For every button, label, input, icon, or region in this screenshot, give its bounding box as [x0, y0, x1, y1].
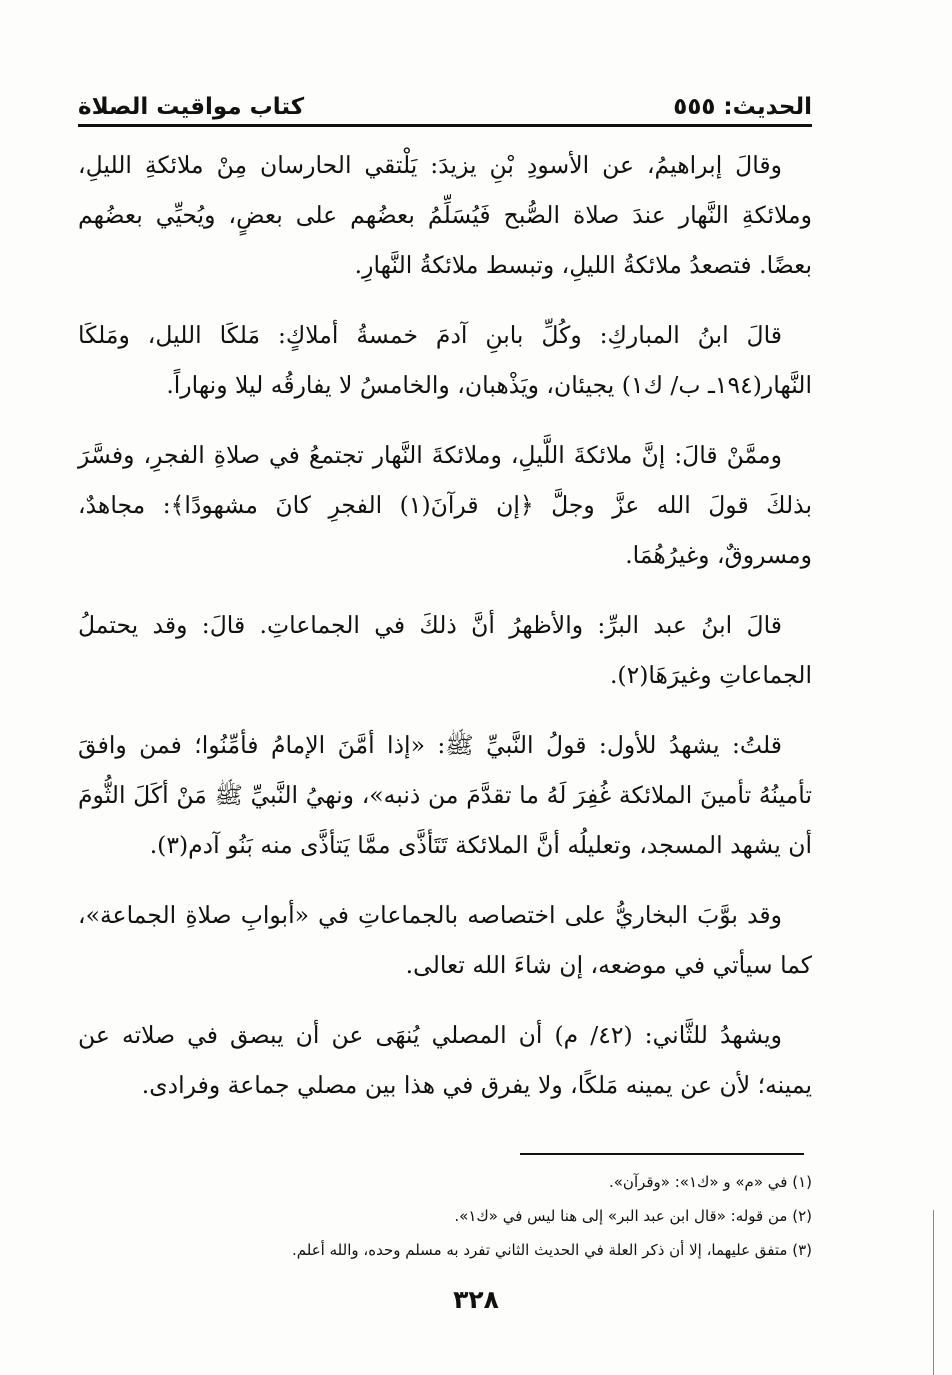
- paragraph: وممَّنْ قالَ: إنَّ ملائكةَ اللَّيلِ، وملائكةَ النَّهار تجتمعُ في صلاةِ الفجرِ، وفسَّرَ بذلكَ قولَ الله عزَّ وجلَّ ﴿إن قرآنَ(١) الفجرِ كانَ مشهودًا﴾: مجاهدٌ، ومسروقٌ، وغيرُهُمَا.: [78, 441, 812, 569]
- paragraph: قالَ ابنُ عبد البرِّ: والأظهرُ أنَّ ذلكَ في الجماعاتِ. قالَ: وقد يحتملُ الجماعاتِ وغيرَهَا(٢).: [78, 611, 812, 689]
- hadith-number-header: الحديث: ٥٥٥: [673, 94, 812, 120]
- main-text: [78, 140, 812, 1130]
- running-header: [78, 80, 812, 120]
- footnote: (٢) من قوله: «قال ابن عبد البر» إلى هنا ليس في «ك١».: [454, 1207, 812, 1225]
- header-rule: [78, 124, 812, 127]
- paragraph: ويشهدُ للثَّاني: (٤٢/ م) أن المصلي يُنهَى عن أن يبصق في صلاته عن يمينه؛ لأن عن يمينه مَلكًا، ولا يفرق في هذا بين مصلي جماعة وفرادى.: [78, 1021, 812, 1099]
- footnote-rule: [520, 1153, 804, 1155]
- page-number: ٣٢٨: [453, 1285, 499, 1314]
- footnote: (١) في «م» و «ك١»: «وقرآن».: [608, 1173, 812, 1191]
- footnote: (٣) متفق عليهما، إلا أن ذكر العلة في الحديث الثاني تفرد به مسلم وحده، والله أعلم.: [292, 1241, 812, 1259]
- paragraph: وقالَ إبراهيمُ، عن الأسودِ بْنِ يزيدَ: يَلْتقي الحارسان مِنْ ملائكةِ الليلِ، وملائكةِ النَّهار عندَ صلاة الصُّبح فَيُسَلِّمُ بعضُهم على بعضٍ، ويُحيِّي بعضُهم بعضًا. فتصعدُ ملائكةُ الليلِ، وتبسط ملائكةُ النَّهارِ.: [78, 151, 812, 279]
- book-title-header: كتاب مواقيت الصلاة: [78, 94, 305, 120]
- paragraph: قلتُ: يشهدُ للأول: قولُ النَّبيِّ ﷺ: «إذا أمَّنَ الإمامُ فأمِّنُوا؛ فمن وافقَ تأمينُهُ تأمينَ الملائكة غُفِرَ لَهُ ما تقدَّمَ من ذنبه»، ونهيُ النَّبيِّ ﷺ مَنْ أكَلَ الثُّومَ أن يشهد المسجد، وتعليلُه أنَّ الملائكة تَتَأذَّى ممَّا يَتأذَّى منه بَنُو آدم(٣).: [78, 731, 812, 859]
- footnotes: [78, 1165, 812, 1267]
- paragraph: قالَ ابنُ المباركِ: وكُلِّ بابنِ آدمَ خمسةُ أملاكٍ: مَلكَا الليل، ومَلكَا النَّهار(١٩٤ـ ب/ ك١) يجيئان، ويَذْهبان، والخامسُ لا يفارقُه ليلا ونهاراً.: [78, 321, 812, 399]
- paragraph: وقد بوَّبَ البخاريُّ على اختصاصه بالجماعاتِ في «أبوابِ صلاةِ الجماعة»، كما سيأتي في موضعه، إن شاءَ الله تعالى.: [78, 901, 812, 979]
- scan-edge-line: [933, 1210, 934, 1375]
